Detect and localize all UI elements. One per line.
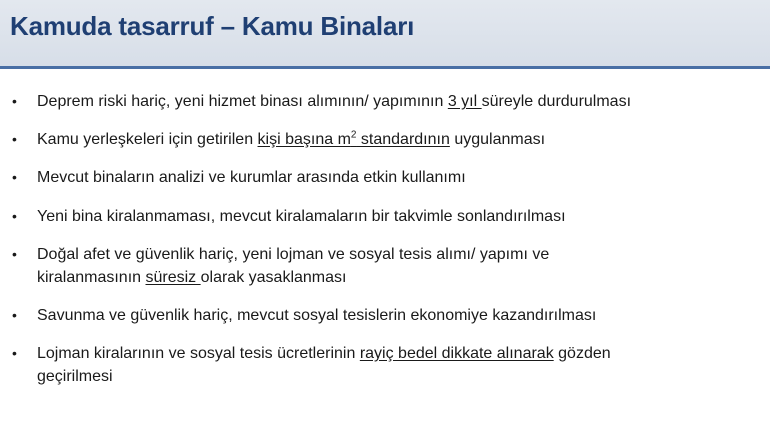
bullet-marker: •: [12, 169, 17, 185]
superscript: 2: [350, 129, 357, 141]
bullet-marker: •: [12, 307, 17, 323]
bullet-text: süreyle durdurulması: [481, 93, 632, 110]
underlined-text: rayiç bedel dikkate alınarak: [359, 345, 554, 362]
underlined-text-part: kişi başına m: [257, 131, 351, 148]
bullet-text: Lojman kiralarının ve sosyal tesis ücretlerinin: [37, 345, 360, 362]
bullet-marker: •: [12, 345, 17, 361]
bullet-text: Yeni bina kiralanmaması, mevcut kiralamaların bir takvimle sonlandırılması: [37, 208, 566, 225]
bullet-item-4: [0, 205, 770, 228]
bullet-text: Deprem riski hariç, yeni hizmet binası alımının/ yapımının: [37, 93, 448, 110]
bullet-text-line1: Doğal afet ve güvenlik hariç, yeni lojman ve sosyal tesis alımı/ yapımı ve: [37, 246, 550, 263]
bullet-item-2: [0, 128, 770, 151]
bullet-marker: •: [12, 93, 17, 109]
bullet-item-1: [0, 90, 770, 113]
title-bar: [0, 0, 770, 66]
underlined-text-part: standardının: [356, 131, 450, 148]
underlined-text: 3 yıl: [447, 93, 482, 110]
underlined-text: süresiz: [145, 269, 201, 286]
bullet-list: [0, 90, 770, 388]
bullet-item-6: [0, 304, 770, 327]
bullet-text: Kamu yerleşkeleri için getirilen: [37, 131, 258, 148]
bullet-text: kiralanmasının: [37, 269, 146, 286]
title-divider: [0, 66, 770, 69]
bullet-marker: •: [12, 131, 17, 147]
bullet-text: Mevcut binaların analizi ve kurumlar arasında etkin kullanımı: [37, 169, 466, 186]
bullet-marker: •: [12, 246, 17, 262]
bullet-text: olarak yasaklanması: [200, 269, 347, 286]
bullet-text: gözden: [553, 345, 611, 362]
bullet-item-7: [0, 342, 770, 388]
bullet-text: uygulanması: [449, 131, 546, 148]
bullet-item-3: [0, 166, 770, 189]
slide-title: Kamuda tasarruf – Kamu Binaları: [10, 11, 415, 41]
bullet-text-line2: geçirilmesi: [37, 368, 113, 385]
bullet-marker: •: [12, 208, 17, 224]
bullet-text: Savunma ve güvenlik hariç, mevcut sosyal tesislerin ekonomiye kazandırılması: [37, 307, 597, 324]
underlined-text: [258, 131, 450, 148]
bullet-item-5: [0, 243, 770, 289]
